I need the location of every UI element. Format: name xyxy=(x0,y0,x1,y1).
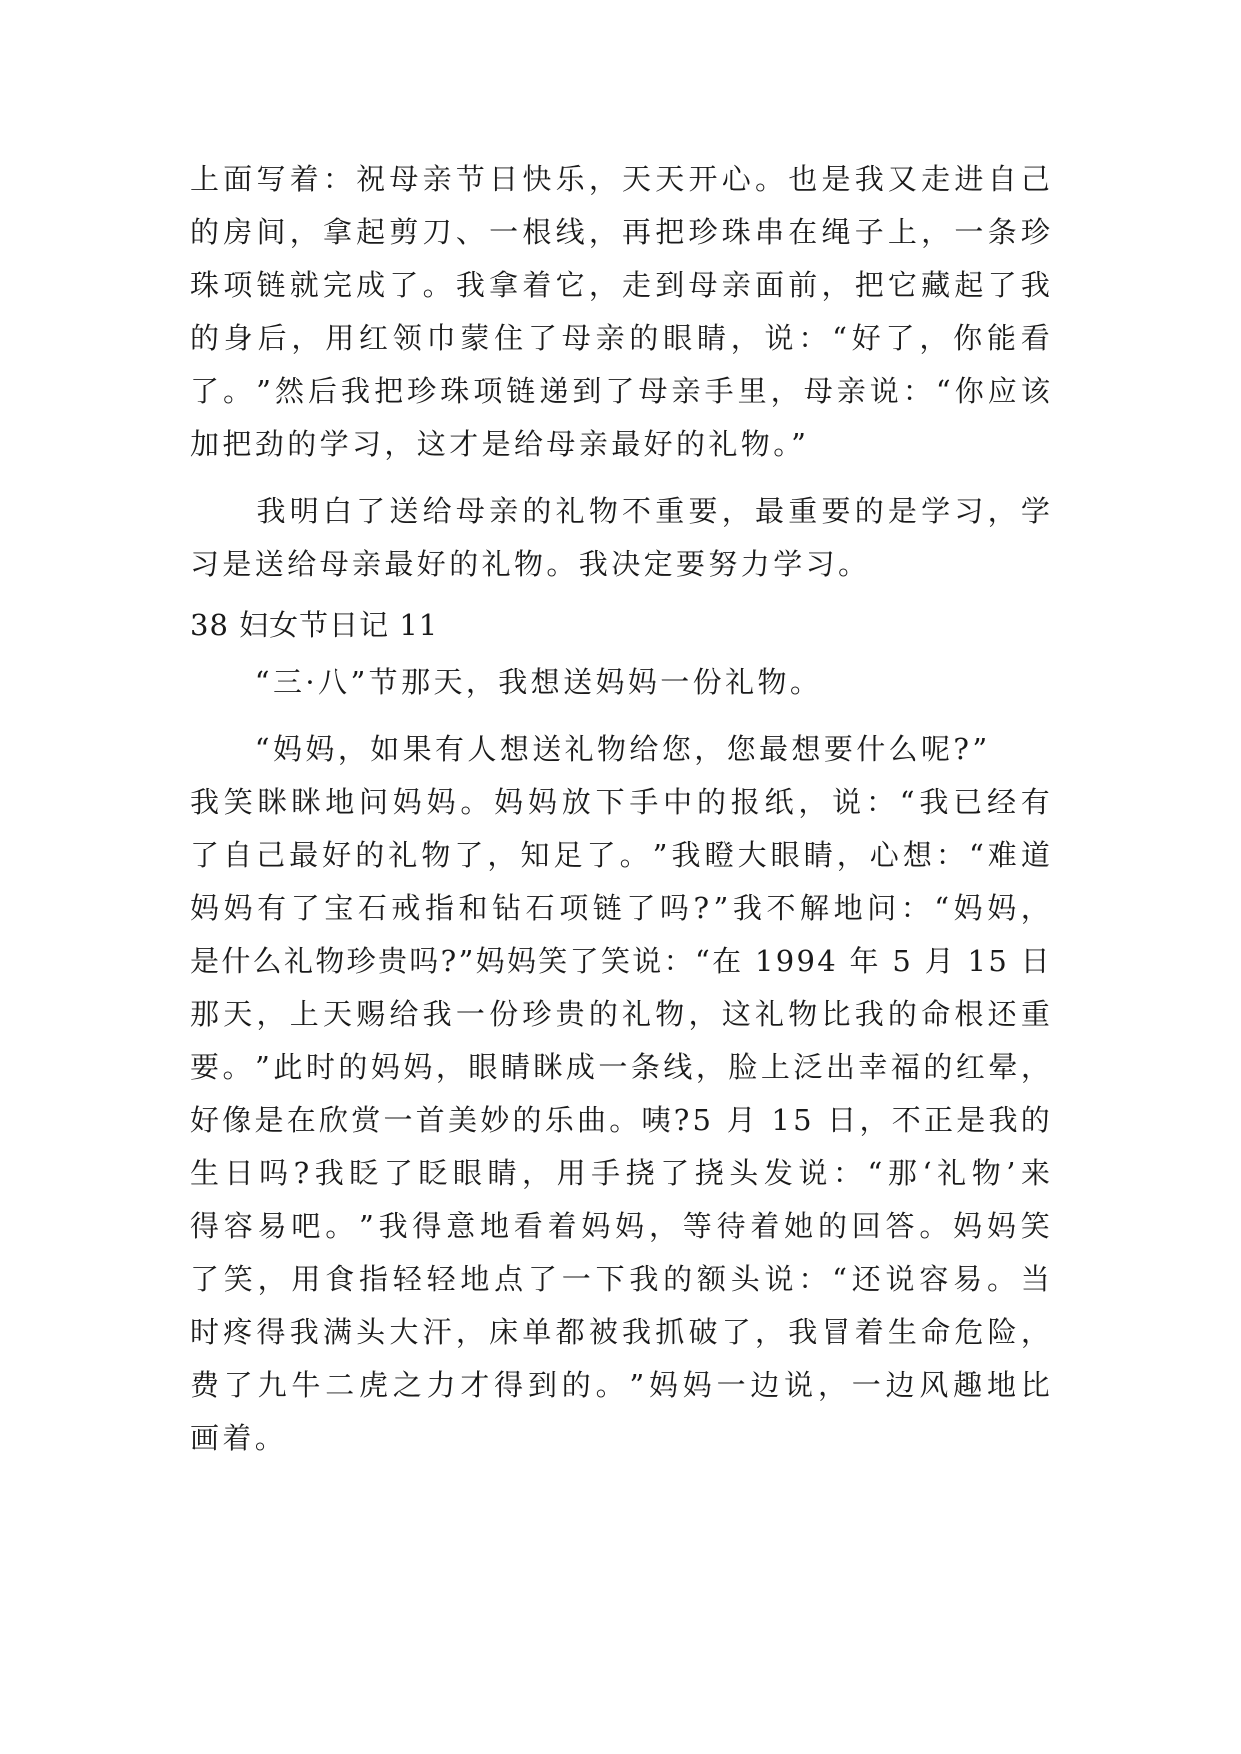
text-line: 的 房 间 ， 拿 起 剪 刀 、 一 根 线 ， 再 把 珍 珠 串 在 绳 子 上 ， 一 条 珍 xyxy=(190,215,1050,249)
text-line: 了 笑 ， 用 食 指 轻 轻 地 点 了 一 下 我 的 额 头 说 ： “ 还 说 容 易 。 当 xyxy=(190,1262,1050,1296)
text-line: “三·八”节那天，我想送妈妈一份礼物。 xyxy=(190,665,823,699)
text-line: 生 日 吗 ? 我 眨 了 眨 眼 睛 ， 用 手 挠 了 挠 头 发 说 ： “ 那 ‘ 礼 物 ’ 来 xyxy=(190,1156,1050,1190)
text-line: 那 天 ， 上 天 赐 给 我 一 份 珍 贵 的 礼 物 ， 这 礼 物 比 我 的 命 根 还 重 xyxy=(190,997,1050,1031)
text-line: 妈 妈 有 了 宝 石 戒 指 和 钻 石 项 链 了 吗 ? ” 我 不 解 地 问 ： “ 妈 妈 ， xyxy=(190,891,1050,925)
text-line: 了 。 ” 然 后 我 把 珍 珠 项 链 递 到 了 母 亲 手 里 ， 母 亲 说 ： “ 你 应 该 xyxy=(190,374,1050,408)
text-line: 的 身 后 ， 用 红 领 巾 蒙 住 了 母 亲 的 眼 睛 ， 说 ： “ 好 了 ， 你 能 看 xyxy=(190,321,1050,355)
text-line: 得 容 易 吧 。 ” 我 得 意 地 看 着 妈 妈 ， 等 待 着 她 的 回 答 。 妈 妈 笑 xyxy=(190,1209,1050,1243)
text-line: 加把劲的学习，这才是给母亲最好的礼物。” xyxy=(190,427,810,461)
text-line: 习是送给母亲最好的礼物。我决定要努力学习。 xyxy=(190,547,871,581)
text-line: 了 自 己 最 好 的 礼 物 了 ， 知 足 了 。 ” 我 瞪 大 眼 睛 ， 心 想 ： “ 难 道 xyxy=(190,838,1050,872)
text-line: 时 疼 得 我 满 头 大 汗 ， 床 单 都 被 我 抓 破 了 ， 我 冒 着 生 命 危 险 ， xyxy=(190,1315,1050,1349)
text-line: “妈妈，如果有人想送礼物给您，您最想要什么呢?” xyxy=(190,732,991,766)
text-line: 我 明 白 了 送 给 母 亲 的 礼 物 不 重 要 ， 最 重 要 的 是 学 习 ， 学 xyxy=(256,494,1050,528)
text-line: 珠 项 链 就 完 成 了 。 我 拿 着 它 ， 走 到 母 亲 面 前 ， 把 它 藏 起 了 我 xyxy=(190,268,1050,302)
text-line: 是 什 么 礼 物 珍 贵 吗 ? ” 妈 妈 笑 了 笑 说 ： “ 在 1 9 9 4 年 5 月 1 5 日 xyxy=(190,944,1050,978)
text-line: 上 面 写 着 ： 祝 母 亲 节 日 快 乐 ， 天 天 开 心 。 也 是 我 又 走 进 自 己 xyxy=(190,162,1050,196)
text-line: 要 。 ” 此 时 的 妈 妈 ， 眼 睛 眯 成 一 条 线 ， 脸 上 泛 出 幸 福 的 红 晕 ， xyxy=(190,1050,1050,1084)
text-line: 画着。 xyxy=(190,1421,288,1455)
text-line: 好 像 是 在 欣 赏 一 首 美 妙 的 乐 曲 。 咦 ? 5 月 1 5 日 ， 不 正 是 我 的 xyxy=(190,1103,1050,1137)
text-line: 费 了 九 牛 二 虎 之 力 才 得 到 的 。 ” 妈 妈 一 边 说 ， 一 边 风 趣 地 比 xyxy=(190,1368,1050,1402)
section-heading: 38 妇女节日记 11 xyxy=(190,608,439,642)
text-line: 我 笑 眯 眯 地 问 妈 妈 。 妈 妈 放 下 手 中 的 报 纸 ， 说 ： “ 我 已 经 有 xyxy=(190,785,1050,819)
